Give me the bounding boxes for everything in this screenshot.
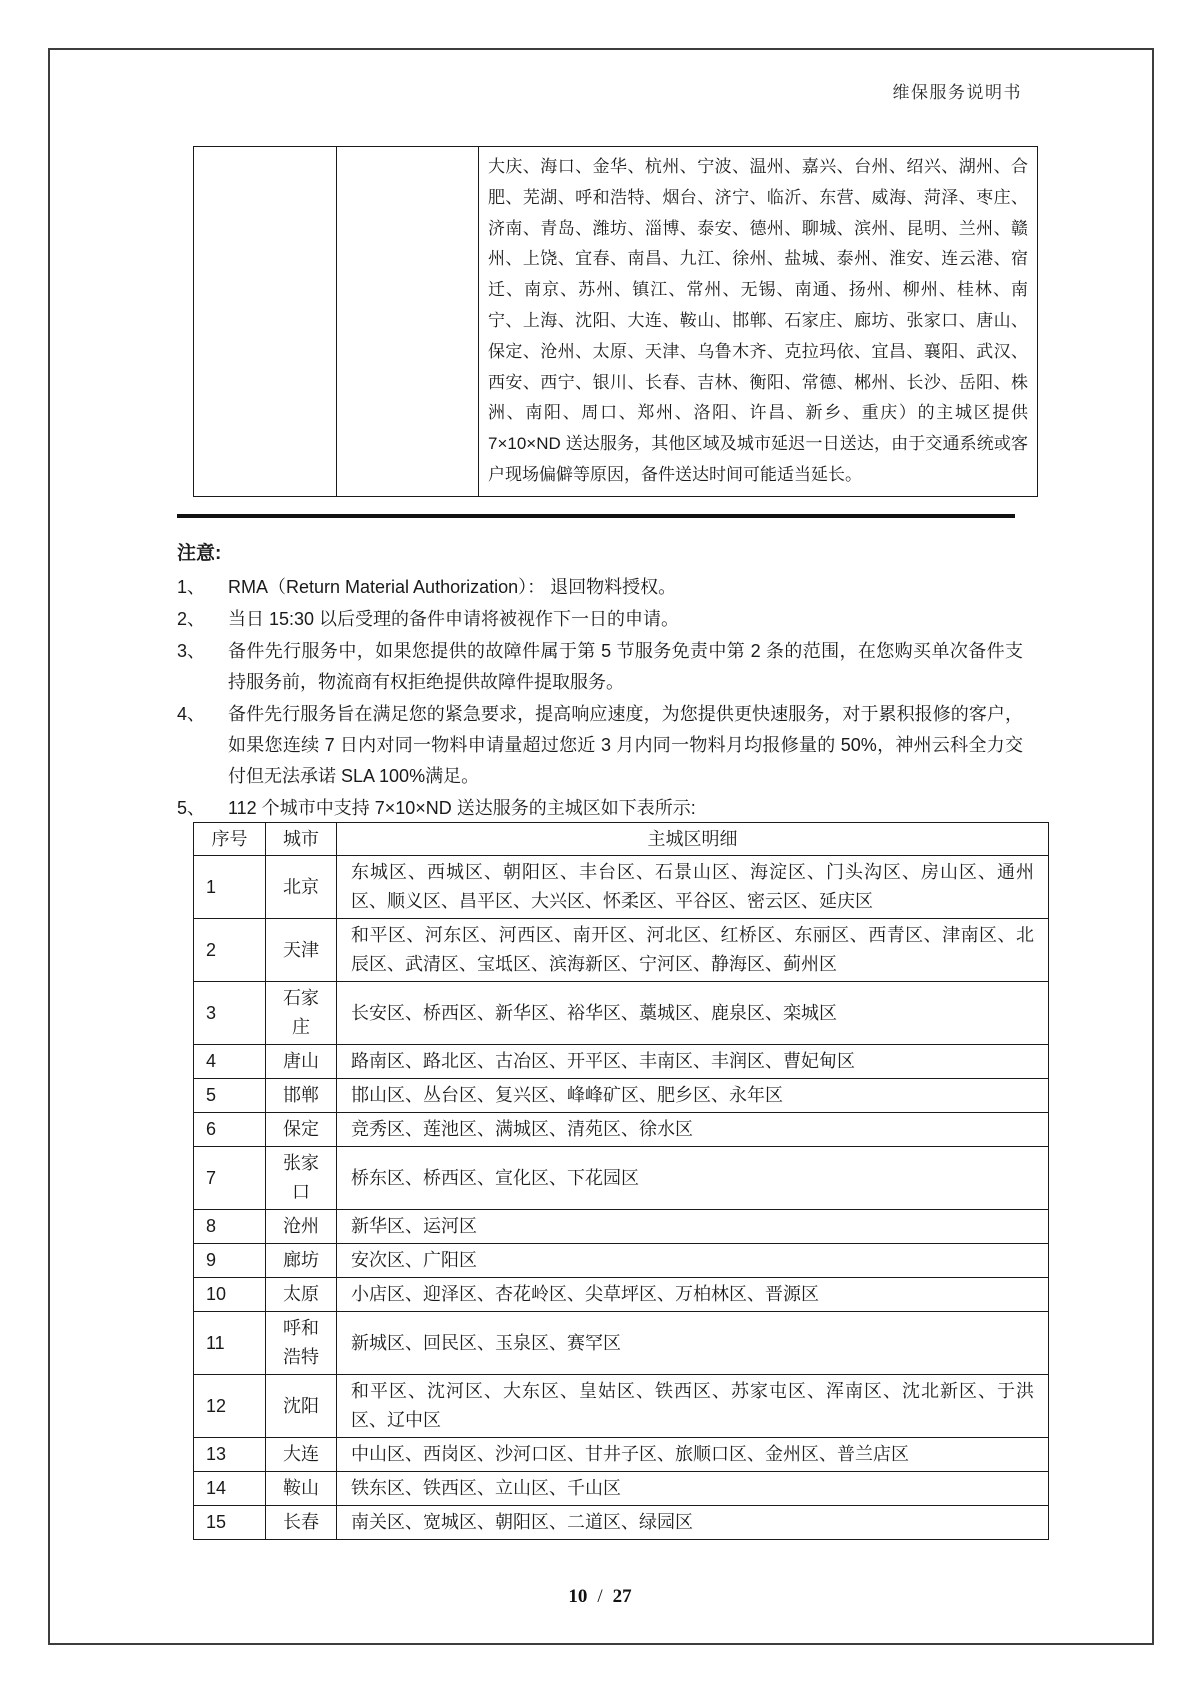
city-cell: 大连 xyxy=(266,1438,337,1472)
districts-cell: 东城区、西城区、朝阳区、丰台区、石景山区、海淀区、门头沟区、房山区、通州区、顺义区、昌平区、大兴区、怀柔区、平谷区、密云区、延庆区 xyxy=(337,856,1049,919)
city-cell: 太原 xyxy=(266,1278,337,1312)
city-cell: 邯郸 xyxy=(266,1079,337,1113)
city-cell: 沧州 xyxy=(266,1210,337,1244)
row-number-cell: 12 xyxy=(194,1375,266,1438)
districts-cell: 安次区、广阳区 xyxy=(337,1244,1049,1278)
districts-cell: 中山区、西岗区、沙河口区、甘井子区、旅顺口区、金州区、普兰店区 xyxy=(337,1438,1049,1472)
row-number-cell: 8 xyxy=(194,1210,266,1244)
table-row xyxy=(194,1506,1049,1540)
table-row xyxy=(194,147,1038,497)
column-header-districts: 主城区明细 xyxy=(337,823,1049,856)
note-text: RMA（Return Material Authorization）： 退回物料授权。 xyxy=(228,577,677,597)
table-row xyxy=(194,1210,1049,1244)
row-number-cell: 4 xyxy=(194,1045,266,1079)
total-page-count: 27 xyxy=(612,1586,632,1607)
districts-cell: 长安区、桥西区、新华区、裕华区、藁城区、鹿泉区、栾城区 xyxy=(337,982,1049,1045)
note-text: 当日 15:30 以后受理的备件申请将被视作下一日的申请。 xyxy=(228,609,680,629)
city-list-text: 大庆、海口、金华、杭州、宁波、温州、嘉兴、台州、绍兴、湖州、合肥、芜湖、呼和浩特、烟台、济宁、临沂、东营、威海、菏泽、枣庄、济南、青岛、潍坊、淄博、泰安、德州、聊城、滨州、昆明、兰州、赣州、上饶、宜春、南昌、九江、徐州、盐城、泰州、淮安、连云港、宿迁、南京、苏州、镇江、常州、无锡、南通、扬州、柳州、桂林、南宁、上海、沈阳、大连、鞍山、邯郸、石家庄、廊坊、张家口、唐山、保定、沧州、太原、天津、乌鲁木齐、克拉玛依、宜昌、襄阳、武汉、西安、西宁、银川、长春、吉林、衡阳、常德、郴州、长沙、岳阳、株洲、南阳、周口、郑州、洛阳、许昌、新乡、重庆）的主城区提供 7×10×ND 送达服务，其他区域及城市延迟一日送达，由于交通系统或客户现场偏僻等原因，备件送达时间可能适当延长。 xyxy=(488,157,1028,484)
city-cell: 张家口 xyxy=(266,1147,337,1210)
districts-cell: 邯山区、丛台区、复兴区、峰峰矿区、肥乡区、永年区 xyxy=(337,1079,1049,1113)
table-row xyxy=(194,1472,1049,1506)
main-district-table xyxy=(193,822,1049,1540)
city-cell: 廊坊 xyxy=(266,1244,337,1278)
row-number-cell: 13 xyxy=(194,1438,266,1472)
table-row xyxy=(194,1312,1049,1375)
row-number-cell: 11 xyxy=(194,1312,266,1375)
list-item xyxy=(177,604,1023,635)
districts-cell: 和平区、沈河区、大东区、皇姑区、铁西区、苏家屯区、浑南区、沈北新区、于洪区、辽中区 xyxy=(337,1375,1049,1438)
header-title: 维保服务说明书 xyxy=(892,83,1022,102)
spare-table-cell-cities xyxy=(479,147,1038,497)
table-row xyxy=(194,1375,1049,1438)
city-cell: 天津 xyxy=(266,919,337,982)
spare-table-cell-empty-1 xyxy=(194,147,337,497)
table-row xyxy=(194,1438,1049,1472)
note-number: 2、 xyxy=(177,609,206,629)
row-number-cell: 10 xyxy=(194,1278,266,1312)
districts-cell: 和平区、河东区、河西区、南开区、河北区、红桥区、东丽区、西青区、津南区、北辰区、武清区、宝坻区、滨海新区、宁河区、静海区、蓟州区 xyxy=(337,919,1049,982)
list-item xyxy=(177,699,1023,792)
page-number-separator: / xyxy=(597,1586,603,1607)
city-cell: 保定 xyxy=(266,1113,337,1147)
column-header-city: 城市 xyxy=(266,823,337,856)
notes-list xyxy=(177,572,1023,825)
spare-parts-delivery-table xyxy=(193,146,1038,497)
note-text: 备件先行服务旨在满足您的紧急要求，提高响应速度，为您提供更快速服务，对于累积报修的客户，如果您连续 7 日内对同一物料申请量超过您近 3 月内同一物料月均报修量的 50%，神州云科全力交付但无法承诺 SLA 100%满足。 xyxy=(228,704,1023,786)
districts-cell: 桥东区、桥西区、宣化区、下花园区 xyxy=(337,1147,1049,1210)
table-row xyxy=(194,1278,1049,1312)
city-cell: 沈阳 xyxy=(266,1375,337,1438)
note-number: 1、 xyxy=(177,577,206,597)
table-row xyxy=(194,919,1049,982)
city-cell: 鞍山 xyxy=(266,1472,337,1506)
row-number-cell: 15 xyxy=(194,1506,266,1540)
spare-table-cell-empty-2 xyxy=(337,147,479,497)
districts-cell: 新华区、运河区 xyxy=(337,1210,1049,1244)
city-cell: 长春 xyxy=(266,1506,337,1540)
districts-cell: 路南区、路北区、古冶区、开平区、丰南区、丰润区、曹妃甸区 xyxy=(337,1045,1049,1079)
note-number: 4、 xyxy=(177,704,206,724)
districts-cell: 竞秀区、莲池区、满城区、清苑区、徐水区 xyxy=(337,1113,1049,1147)
footer-page-number xyxy=(0,1586,1200,1608)
districts-cell: 南关区、宽城区、朝阳区、二道区、绿园区 xyxy=(337,1506,1049,1540)
list-item xyxy=(177,572,1023,603)
table-row xyxy=(194,982,1049,1045)
row-number-cell: 3 xyxy=(194,982,266,1045)
row-number-cell: 6 xyxy=(194,1113,266,1147)
city-cell: 石家庄 xyxy=(266,982,337,1045)
list-item xyxy=(177,636,1023,698)
section-divider-rule xyxy=(177,514,1015,518)
table-row xyxy=(194,1113,1049,1147)
row-number-cell: 7 xyxy=(194,1147,266,1210)
table-row xyxy=(194,1147,1049,1210)
districts-cell: 铁东区、铁西区、立山区、千山区 xyxy=(337,1472,1049,1506)
table-row xyxy=(194,1045,1049,1079)
row-number-cell: 5 xyxy=(194,1079,266,1113)
table-header-row xyxy=(194,823,1049,856)
note-text: 备件先行服务中，如果您提供的故障件属于第 5 节服务免责中第 2 条的范围，在您购买单次备件支持服务前，物流商有权拒绝提供故障件提取服务。 xyxy=(228,641,1023,692)
row-number-cell: 1 xyxy=(194,856,266,919)
note-number: 5、 xyxy=(177,798,206,818)
row-number-cell: 14 xyxy=(194,1472,266,1506)
table-row xyxy=(194,1244,1049,1278)
city-cell: 北京 xyxy=(266,856,337,919)
table-row xyxy=(194,1079,1049,1113)
districts-cell: 新城区、回民区、玉泉区、赛罕区 xyxy=(337,1312,1049,1375)
note-number: 3、 xyxy=(177,641,206,661)
note-text: 112 个城市中支持 7×10×ND 送达服务的主城区如下表所示: xyxy=(228,798,696,818)
city-cell: 呼和浩特 xyxy=(266,1312,337,1375)
table-row xyxy=(194,856,1049,919)
districts-cell: 小店区、迎泽区、杏花岭区、尖草坪区、万柏林区、晋源区 xyxy=(337,1278,1049,1312)
list-item xyxy=(177,793,1023,824)
notes-heading: 注意: xyxy=(177,543,222,564)
current-page-number: 10 xyxy=(568,1586,588,1607)
city-cell: 唐山 xyxy=(266,1045,337,1079)
row-number-cell: 2 xyxy=(194,919,266,982)
column-header-no: 序号 xyxy=(194,823,266,856)
row-number-cell: 9 xyxy=(194,1244,266,1278)
